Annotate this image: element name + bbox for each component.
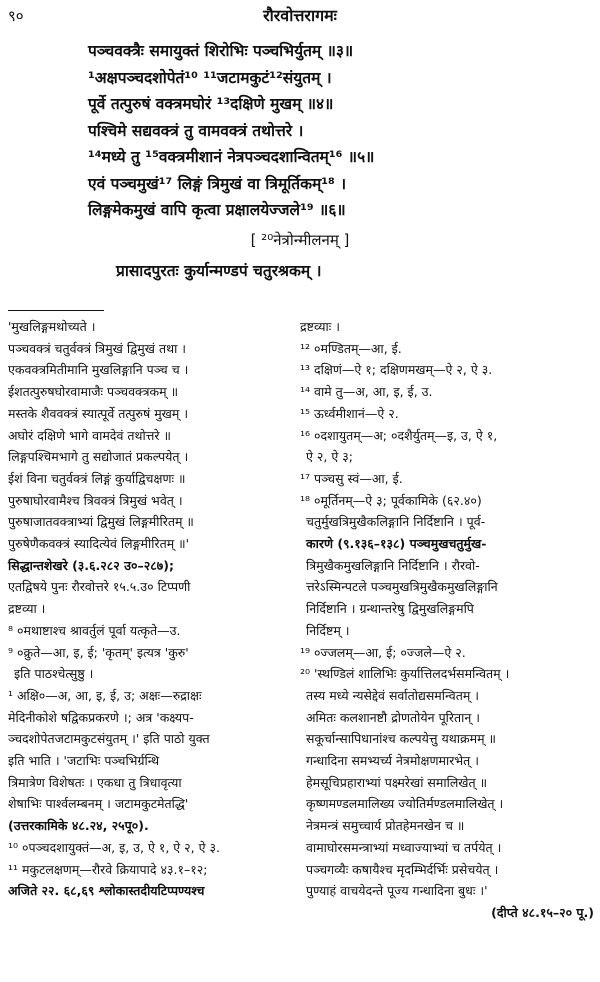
- verse-line: पश्चिमे सद्यवक्त्रं तु वामवक्त्रं तथोत्तरे ।: [88, 121, 304, 140]
- prose-line: प्रासादपुरतः कुर्यान्मण्डपं चतुरश्रकम् ।: [116, 262, 322, 280]
- footnote-line: पुरुषाजातवक्त्राभ्यां द्विमुखं लिङ्गमीरितम् ॥: [8, 514, 194, 530]
- footnote-line: पञ्चवक्त्रं चतुर्वक्त्रं त्रिमुखं द्विमुखं तथा ।: [8, 340, 187, 356]
- footnote-line: इति भाति । 'जटाभिः पञ्चभिर्ग्रन्थि: [8, 753, 160, 769]
- footnote-line: ¹¹ मकुटलक्षणम्—रौरवे क्रियापादे ४३.१–१२;: [8, 861, 208, 877]
- footnotes-left-column: [8, 316, 292, 902]
- footnote-line: पञ्चगव्यैः कषायैश्च मृदम्भिर्दर्भिः प्रसेचयेत् ।: [306, 861, 499, 877]
- footnotes-right-column: [300, 316, 594, 924]
- footnote-line: त्तरेऽस्मिन्पटले पञ्चमुखत्रिमुखैकमुखलिङ्गानि: [306, 579, 498, 595]
- footnote-line: द्रष्टव्या ।: [8, 601, 46, 617]
- footnote-line: ईशं विना चतुर्वक्त्रं लिङ्गं कुर्याद्विचक्षणः ॥: [8, 470, 186, 486]
- footnote-line: पुरुषेणैकवक्त्रं स्यादित्येवं लिङ्गमीरितम् ॥': [8, 536, 190, 552]
- footnote-line: नेत्रमन्त्रं समुच्चार्य प्रोतहेमनखेन च ॥: [306, 818, 465, 834]
- footnote-line: मस्तके शैववक्त्रं स्यात्पूर्वे तत्पुरुषं मुखम् ।: [8, 405, 189, 421]
- footnote-line: ¹⁵ ऊर्ध्वमीशानं—ऐ २.: [300, 405, 399, 421]
- footnote-line: निर्दिष्टानि । ग्रन्थान्तरेषु द्विमुखलिङ्गमपि: [306, 601, 474, 617]
- footnote-line: अघोरं दक्षिणे भागे वामदेवं तथोत्तरे ॥: [8, 427, 171, 443]
- footnote-line: ऐ २, ऐ ३;: [306, 449, 353, 465]
- footnote-line: ¹⁴ वामे तु—अ, आ, इ, ई, उ.: [300, 384, 433, 400]
- footnote-line: (दीप्ते ४८.१५–२० पू.): [491, 904, 594, 920]
- footnote-line: पुरुषाघोरवामैश्च त्रिवक्त्रं त्रिमुखं भवेत् ।: [8, 492, 183, 508]
- footnote-line: ¹ अक्षि०—अ, आ, इ, ई, उ; अक्षः—रुद्राक्षः: [8, 687, 202, 703]
- footnote-line: एतद्विषये पुनः रौरवोत्तरे १५.५.उ० टिप्पणी: [8, 579, 191, 595]
- footnote-line: एकवक्त्रमितीमानि मुखलिङ्गानि पञ्च च ।: [8, 362, 189, 378]
- footnote-line: द्रष्टव्याः ।: [300, 319, 340, 334]
- page-number: ९०: [8, 7, 24, 25]
- footnote-line: मेदिनीकोशे षद्विकप्रकरणे ।; अत्र 'कक्ष्यप-: [8, 709, 194, 725]
- verse-block: [88, 38, 578, 224]
- footnote-line: ¹⁶ ०दशायुतम्—अ; ०दशैर्युतम्—इ, उ, ऐ १,: [300, 427, 498, 443]
- footnote-divider: [8, 310, 104, 311]
- footnote-line: निर्दिष्टम् ।: [306, 622, 350, 638]
- footnote-line: ईशतत्पुरुषघोरवामाजैः पञ्चवक्त्रकम् ॥: [8, 384, 179, 400]
- footnote-line: चतुर्मुखत्रिमुखैकलिङ्गानि निर्दिष्टानि । पूर्व-: [306, 514, 486, 530]
- footnote-line: ⁸ ०मथाष्टाश्च श्रावर्तुलं पूर्वा यत्कृते—उ.: [8, 622, 181, 638]
- footnote-line: ⁹ ०क्रुते—आ, इ, ई; 'कृतम्' इत्यत्र 'कुरु': [8, 644, 189, 660]
- footnote-line: हेमसूचिप्रहाराभ्यां पक्ष्मरेखां समालिखेत् ॥: [306, 774, 488, 790]
- footnote-line: गन्धादिना समभ्यर्च्य नेत्रमोक्षणमारभेत् ।: [306, 753, 479, 769]
- footnote-line: लिङ्गपश्चिमभागे तु सद्योजातं प्रकल्पयेत् ।: [8, 449, 189, 465]
- footnote-line: ²⁰ 'स्थण्डिलं शालिभिः कुर्यात्तिलदर्भसमन्वितम् ।: [300, 666, 510, 682]
- footnote-line: ¹⁹ ०ज्जलम्—आ, ई; ०ज्जले—ऐ २.: [300, 644, 466, 660]
- footnote-line: ¹⁰ ०पञ्चदशायुक्तं—अ, इ, उ, ऐ १, ऐ २, ऐ ३.: [8, 839, 220, 855]
- footnote-line: शेषाभिः पार्श्वलम्बनम् । जटामकुटमेतद्धि': [8, 796, 189, 812]
- verse-line: पञ्चवक्त्रैः समायुक्तं शिरोभिः पञ्चभिर्युतम् ॥३॥: [88, 42, 354, 60]
- page-header: [0, 4, 600, 26]
- footnote-line: ¹⁸ ०मूर्तिनम्—ऐ ३; पूर्वकामिके (६२.४०): [300, 492, 482, 508]
- footnote-line: ¹⁷ पञ्चसु स्वं—आ, ई.: [300, 470, 403, 486]
- footnote-line: सिद्धान्तशेखरे (३.६.२८२ उ०–२८७);: [8, 557, 174, 573]
- verse-line: एवं पञ्चमुखं¹⁷ लिङ्गं त्रिमुखं वा त्रिमूर्तिकम्¹⁸ ।: [88, 174, 347, 193]
- footnote-line: ¹² ०मण्डितम्—आ, ई.: [300, 340, 402, 356]
- footnote-line: कृष्णमण्डलमालिख्य ज्योतिर्मण्डलमालिखेत् ।: [306, 796, 504, 812]
- footnote-line: इति पाठश्चेत्सुष्ठु ।: [14, 666, 94, 682]
- verse-line: पूर्वे तत्पुरुषं वक्त्रमघोरं ¹³दक्षिणे मुखम् ॥४॥: [88, 95, 334, 113]
- footnote-line: सकूर्चान्सापिधानांश्च कल्पयेत्तु यथाक्रमम् ॥: [306, 731, 497, 747]
- footnote-line: (उत्तरकामिके ४८.२४, २५पू०).: [8, 818, 149, 834]
- footnote-line: अमितः कलशानष्टौ द्रोणतोयेन पूरितान् ।: [306, 709, 481, 725]
- footnote-line: वामाघोरसमन्त्राभ्यां मध्वाज्याभ्यां च तर्पयेत् ।: [306, 839, 502, 855]
- section-heading: [ ²⁰नेत्रोन्मीलनम् ]: [250, 231, 350, 249]
- footnote-line: ¹³ दक्षिणं—ऐ १; दक्षिणमखम्—ऐ २, ऐ ३.: [300, 362, 493, 378]
- footnote-line: त्रिमात्रेण विशेषतः । एकधा तु त्रिधावृत्या: [8, 774, 182, 790]
- footnote-line: त्रिमुखैकमुखलिङ्गानि निर्दिष्टानि । रौरवो-: [306, 557, 480, 573]
- verse-line: ¹अक्षपञ्चदशोपेतं¹⁰ ¹¹जटामकुटं¹²संयुतम् ।: [88, 68, 332, 87]
- running-title: रौरवोत्तरागमः: [263, 6, 337, 25]
- footnote-line: 'मुखलिङ्गमथोच्यते ।: [8, 319, 96, 334]
- verse-line: लिङ्गमेकमुखं वापि कृत्वा प्रक्षालयेज्जले¹⁹ ॥६॥: [88, 201, 346, 219]
- footnote-line: पुण्याहं वाचयेदन्ते पूज्य गन्धादिना बुधः ।': [306, 883, 488, 899]
- verse-line: ¹⁴मध्ये तु ¹⁵वक्त्रमीशानं नेत्रपञ्चदशान्वितम्¹⁶ ॥५॥: [88, 148, 375, 166]
- footnote-line: तस्य मध्ये न्यसेद्देवं सर्वातोद्यसमन्वितम् ।: [306, 687, 480, 703]
- footnote-line: अजिते २२. ६८,६९ श्लोकास्तदीयटिप्पण्यश्च: [8, 883, 205, 899]
- footnote-line: ञ्चदशोपेतजटामकुटसंयुतम् ।' इति पाठो युक्त: [8, 731, 210, 747]
- footnote-line: कारणे (९.१३६–१३८) पञ्चमुखचतुर्मुख-: [306, 536, 487, 552]
